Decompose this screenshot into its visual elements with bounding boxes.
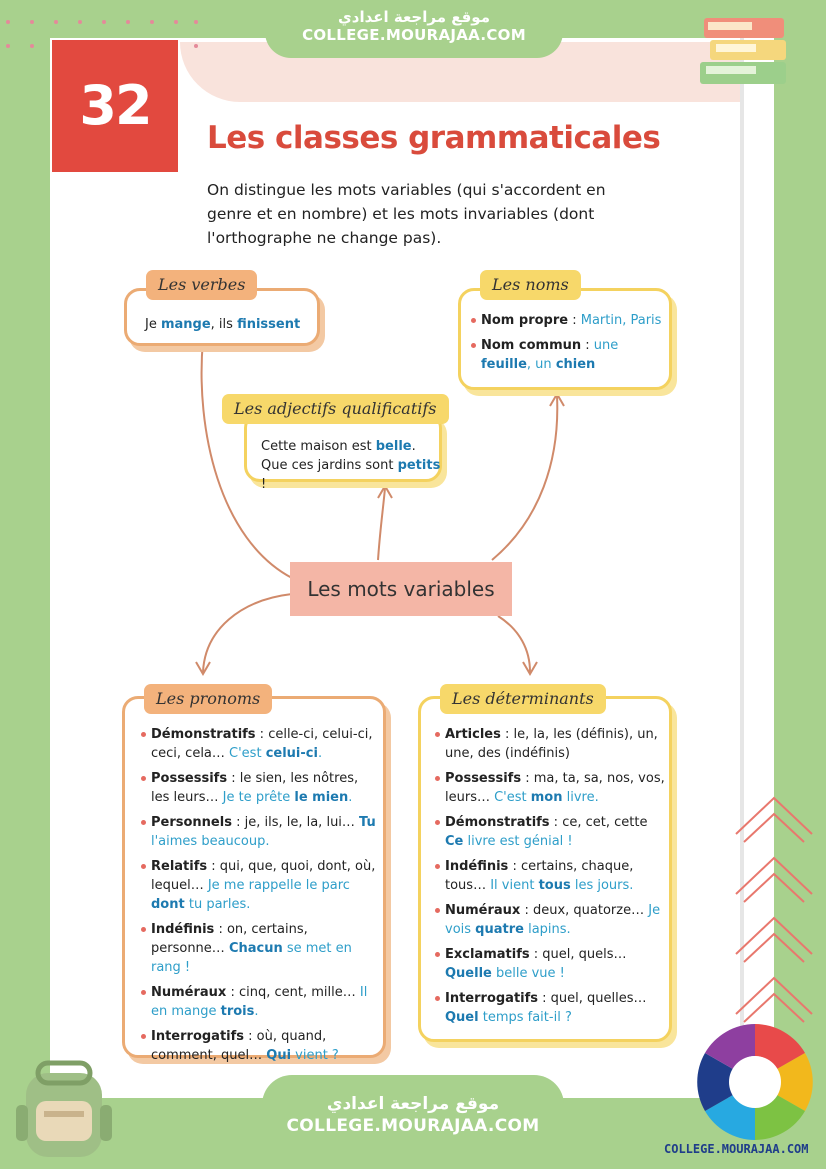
chevron-up-icon <box>730 790 820 1030</box>
list-item: Nom propre : Martin, Paris <box>471 311 669 330</box>
chapter-number: 32 <box>52 40 178 172</box>
school-subjects-icon <box>695 1022 815 1142</box>
verbes-example: Je mange, ils finissent <box>145 317 301 332</box>
list-item: Relatifs : qui, que, quoi, dont, où, lequel… Je me rappelle le parc dont tu parles. <box>141 857 377 914</box>
site-footer-tag[interactable]: COLLEGE.MOURAJAA.COM <box>664 1142 809 1156</box>
list-item: Démonstratifs : ce, cet, cette Ce livre est génial ! <box>435 813 669 851</box>
site-url[interactable]: COLLEGE.MOURAJAA.COM <box>286 1116 540 1136</box>
label-pronoms: Les pronoms <box>144 684 272 714</box>
site-url[interactable]: COLLEGE.MOURAJAA.COM <box>302 26 526 44</box>
example-text: Je te prête le mien. <box>222 790 353 805</box>
page-title: Les classes grammaticales <box>207 120 661 156</box>
list-item: Indéfinis : on, certains, personne… Chacun se met en rang ! <box>141 920 377 977</box>
intro-text: On distingue les mots variables (qui s'accordent en genre et en nombre) et les mots invariables (dont l'orthographe ne change pas). <box>207 181 606 247</box>
example-text: C'est celui-ci. <box>229 746 323 761</box>
example-text: Il en mange trois. <box>151 985 368 1019</box>
arrow-to-adjectifs <box>378 488 385 560</box>
label-verbes: Les verbes <box>146 270 257 300</box>
example-text: Chacun se met en rang ! <box>151 941 352 975</box>
list-item: Indéfinis : certains, chaque, tous… Il vient tous les jours. <box>435 857 669 895</box>
label-determinants: Les déterminants <box>440 684 606 714</box>
list-item: Interrogatifs : où, quand, comment, quel… Qui vient ? <box>141 1027 377 1065</box>
adjectifs-examples: Cette maison est belle. Que ces jardins sont petits ! <box>261 439 441 492</box>
list-item: Possessifs : ma, ta, sa, nos, vos, leurs… C'est mon livre. <box>435 769 669 807</box>
list-item: Numéraux : cinq, cent, mille… Il en mange trois. <box>141 983 377 1021</box>
list-item: Possessifs : le sien, les nôtres, les leurs… Je te prête le mien. <box>141 769 377 807</box>
example-text: C'est mon livre. <box>494 790 599 805</box>
example-text: Il vient tous les jours. <box>490 878 634 893</box>
list-item: Numéraux : deux, quatorze… Je vois quatre lapins. <box>435 901 669 939</box>
example-text: Quel temps fait-il ? <box>445 1010 572 1025</box>
arrow-to-determinants <box>498 616 530 672</box>
list-item: Démonstratifs : celle-ci, celui-ci, ceci, cela… C'est celui-ci. <box>141 725 377 763</box>
site-name-arabic: موقع مراجعة اعدادي <box>326 1094 500 1114</box>
example-text: Tu l'aimes beaucoup. <box>151 815 376 849</box>
example-text: Je me rappelle le parc dont tu parles. <box>151 878 350 912</box>
arrow-to-pronoms <box>203 594 292 672</box>
list-item: Nom commun : une feuille, un chien <box>471 336 669 374</box>
list-item: Exclamatifs : quel, quels… Quelle belle vue ! <box>435 945 669 983</box>
backpack-icon <box>14 1055 114 1160</box>
label-adjectifs: Les adjectifs qualificatifs <box>222 394 449 424</box>
example-text: Ce livre est génial ! <box>445 834 573 849</box>
determinants-box <box>418 696 672 1042</box>
noms-box <box>458 288 672 390</box>
list-item: Interrogatifs : quel, quelles… Quel temps fait-il ? <box>435 989 669 1027</box>
list-item: Articles : le, la, les (définis), un, une, des (indéfinis) <box>435 725 669 763</box>
example-text: Je vois quatre lapins. <box>445 903 661 937</box>
arrow-to-noms <box>492 396 557 560</box>
label-noms: Les noms <box>480 270 581 300</box>
example-text: Qui vient ? <box>266 1048 339 1063</box>
list-item: Personnels : je, ils, le, la, lui… Tu l'aimes beaucoup. <box>141 813 377 851</box>
center-node: Les mots variables <box>290 562 512 616</box>
pronoms-box <box>122 696 386 1063</box>
site-name-arabic: موقع مراجعة اعدادي <box>338 8 490 26</box>
example-text: Quelle belle vue ! <box>445 966 565 981</box>
